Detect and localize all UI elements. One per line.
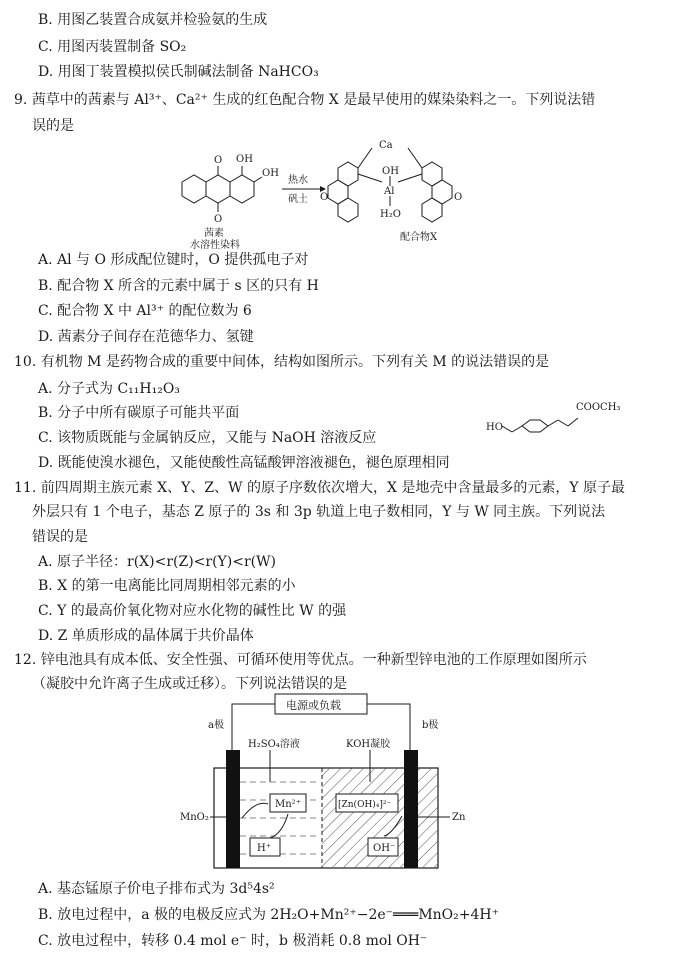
complex-h2o: H₂O	[380, 209, 401, 220]
q12-stem-line1: 12. 锌电池具有成本低、安全性强、可循环使用等优点。一种新型锌电池的工作原理如图所示	[14, 652, 587, 668]
alizarin-name: 茜素	[204, 228, 224, 239]
mno2-label: MnO₂	[180, 812, 209, 823]
q9-option-c: C. 配合物 X 中 Al³⁺ 的配位数为 6	[38, 303, 252, 319]
alizarin-o-top: O	[214, 155, 223, 166]
q10-option-c: C. 该物质既能与金属钠反应，又能与 NaOH 溶液反应	[38, 430, 377, 446]
electrode-a	[226, 750, 240, 868]
alizarin-structure	[182, 166, 262, 212]
complex-oh: OH	[382, 166, 399, 177]
zn-label: Zn	[452, 812, 466, 823]
m-ho-label: HO	[486, 422, 503, 433]
q10-structure-figure	[478, 396, 628, 444]
right-solution-label: KOH凝胶	[346, 739, 391, 750]
complex-o-right: O	[454, 192, 463, 203]
left-curved-arrow	[242, 803, 268, 818]
left-solution-label: H₂SO₄溶液	[248, 739, 300, 750]
alizarin-oh-2: OH	[262, 168, 279, 179]
electrode-a-label: a极	[208, 720, 224, 731]
complex-name: 配合物X	[400, 232, 438, 243]
q8-option-b: B. 用图乙装置合成氨并检验氨的生成	[38, 12, 268, 28]
mn2-label: Mn²⁺	[275, 799, 301, 810]
q9-stem-line1: 9. 茜草中的茜素与 Al³⁺、Ca²⁺ 生成的红色配合物 X 是最早使用的媒染染料之一。下列说法错	[14, 92, 596, 108]
q11-option-b: B. X 的第一电离能比同周期相邻元素的小	[38, 578, 296, 594]
complex-o-left: O	[320, 192, 329, 203]
q11-stem-line1: 11. 前四周期主族元素 X、Y、Z、W 的原子序数依次增大，X 是地壳中含量最多的元素，Y 原子最	[14, 480, 626, 496]
alizarin-oh-1: OH	[236, 154, 253, 165]
m-ester-label: COOCH₃	[576, 402, 621, 413]
q11-stem-line2: 外层只有 1 个电子，基态 Z 原子的 3s 和 3p 轨道上电子数相同，Y 与 W 同主族。下列说法	[32, 504, 606, 520]
m-skeleton	[502, 418, 578, 432]
q10-option-a: A. 分子式为 C₁₁H₁₂O₃	[38, 381, 180, 397]
q9-option-b: B. 配合物 X 所含的元素中属于 s 区的只有 H	[38, 278, 319, 294]
q9-reaction-figure	[160, 138, 500, 250]
electrode-b-label: b极	[422, 720, 439, 731]
q12-option-b: B. 放电过程中，a 极的电极反应式为 2H₂O+Mn²⁺−2e⁻═══MnO₂+4H⁺	[38, 907, 500, 923]
q12-option-c: C. 放电过程中，转移 0.4 mol e⁻ 时，b 极消耗 0.8 mol OH⁻	[38, 933, 428, 949]
q10-option-b: B. 分子中所有碳原子可能共平面	[38, 405, 240, 421]
alizarin-o-bottom: O	[214, 214, 223, 225]
q8-option-c: C. 用图丙装置制备 SO₂	[38, 39, 187, 55]
q11-stem-line3: 错误的是	[32, 529, 88, 545]
q9-stem-line2: 误的是	[32, 118, 74, 134]
alizarin-desc: 水溶性染料	[190, 240, 240, 250]
q11-option-c: C. Y 的最高价氧化物对应水化物的碱性比 W 的强	[38, 603, 347, 619]
electrode-b	[404, 750, 418, 868]
q12-battery-figure	[170, 690, 490, 875]
q10-stem: 10. 有机物 M 是药物合成的重要中间体，结构如图所示。下列有关 M 的说法错误的是	[14, 354, 550, 370]
complex-al: Al	[384, 186, 395, 197]
q12-option-a: A. 基态锰原子价电子排布式为 3d⁵4s²	[38, 881, 275, 897]
arrow-condition-top: 热水	[288, 175, 308, 186]
complex-ca: Ca	[379, 140, 393, 151]
q12-stem-line2: （凝胶中允许离子生成或迁移）。下列说法错误的是	[32, 676, 347, 692]
q10-option-d: D. 既能使溴水褪色，又能使酸性高锰酸钾溶液褪色，褪色原理相同	[38, 455, 450, 471]
q11-option-d: D. Z 单质形成的晶体属于共价晶体	[38, 628, 254, 644]
q11-option-a: A. 原子半径：r(X)<r(Z)<r(Y)<r(W)	[38, 554, 276, 570]
power-load-label: 电源或负载	[286, 699, 341, 712]
oh-label: OH⁻	[373, 843, 396, 854]
hplus-label: H⁺	[257, 843, 271, 854]
q9-option-a: A. Al 与 O 形成配位键时，O 提供孤电子对	[38, 252, 309, 268]
q9-option-d: D. 茜素分子间存在范德华力、氢键	[38, 329, 254, 345]
arrow-condition-bottom: 矾土	[288, 194, 308, 205]
zn-complex-label: [Zn(OH)₄]²⁻	[338, 800, 392, 810]
q8-option-d: D. 用图丁装置模拟侯氏制碱法制备 NaHCO₃	[38, 64, 319, 80]
